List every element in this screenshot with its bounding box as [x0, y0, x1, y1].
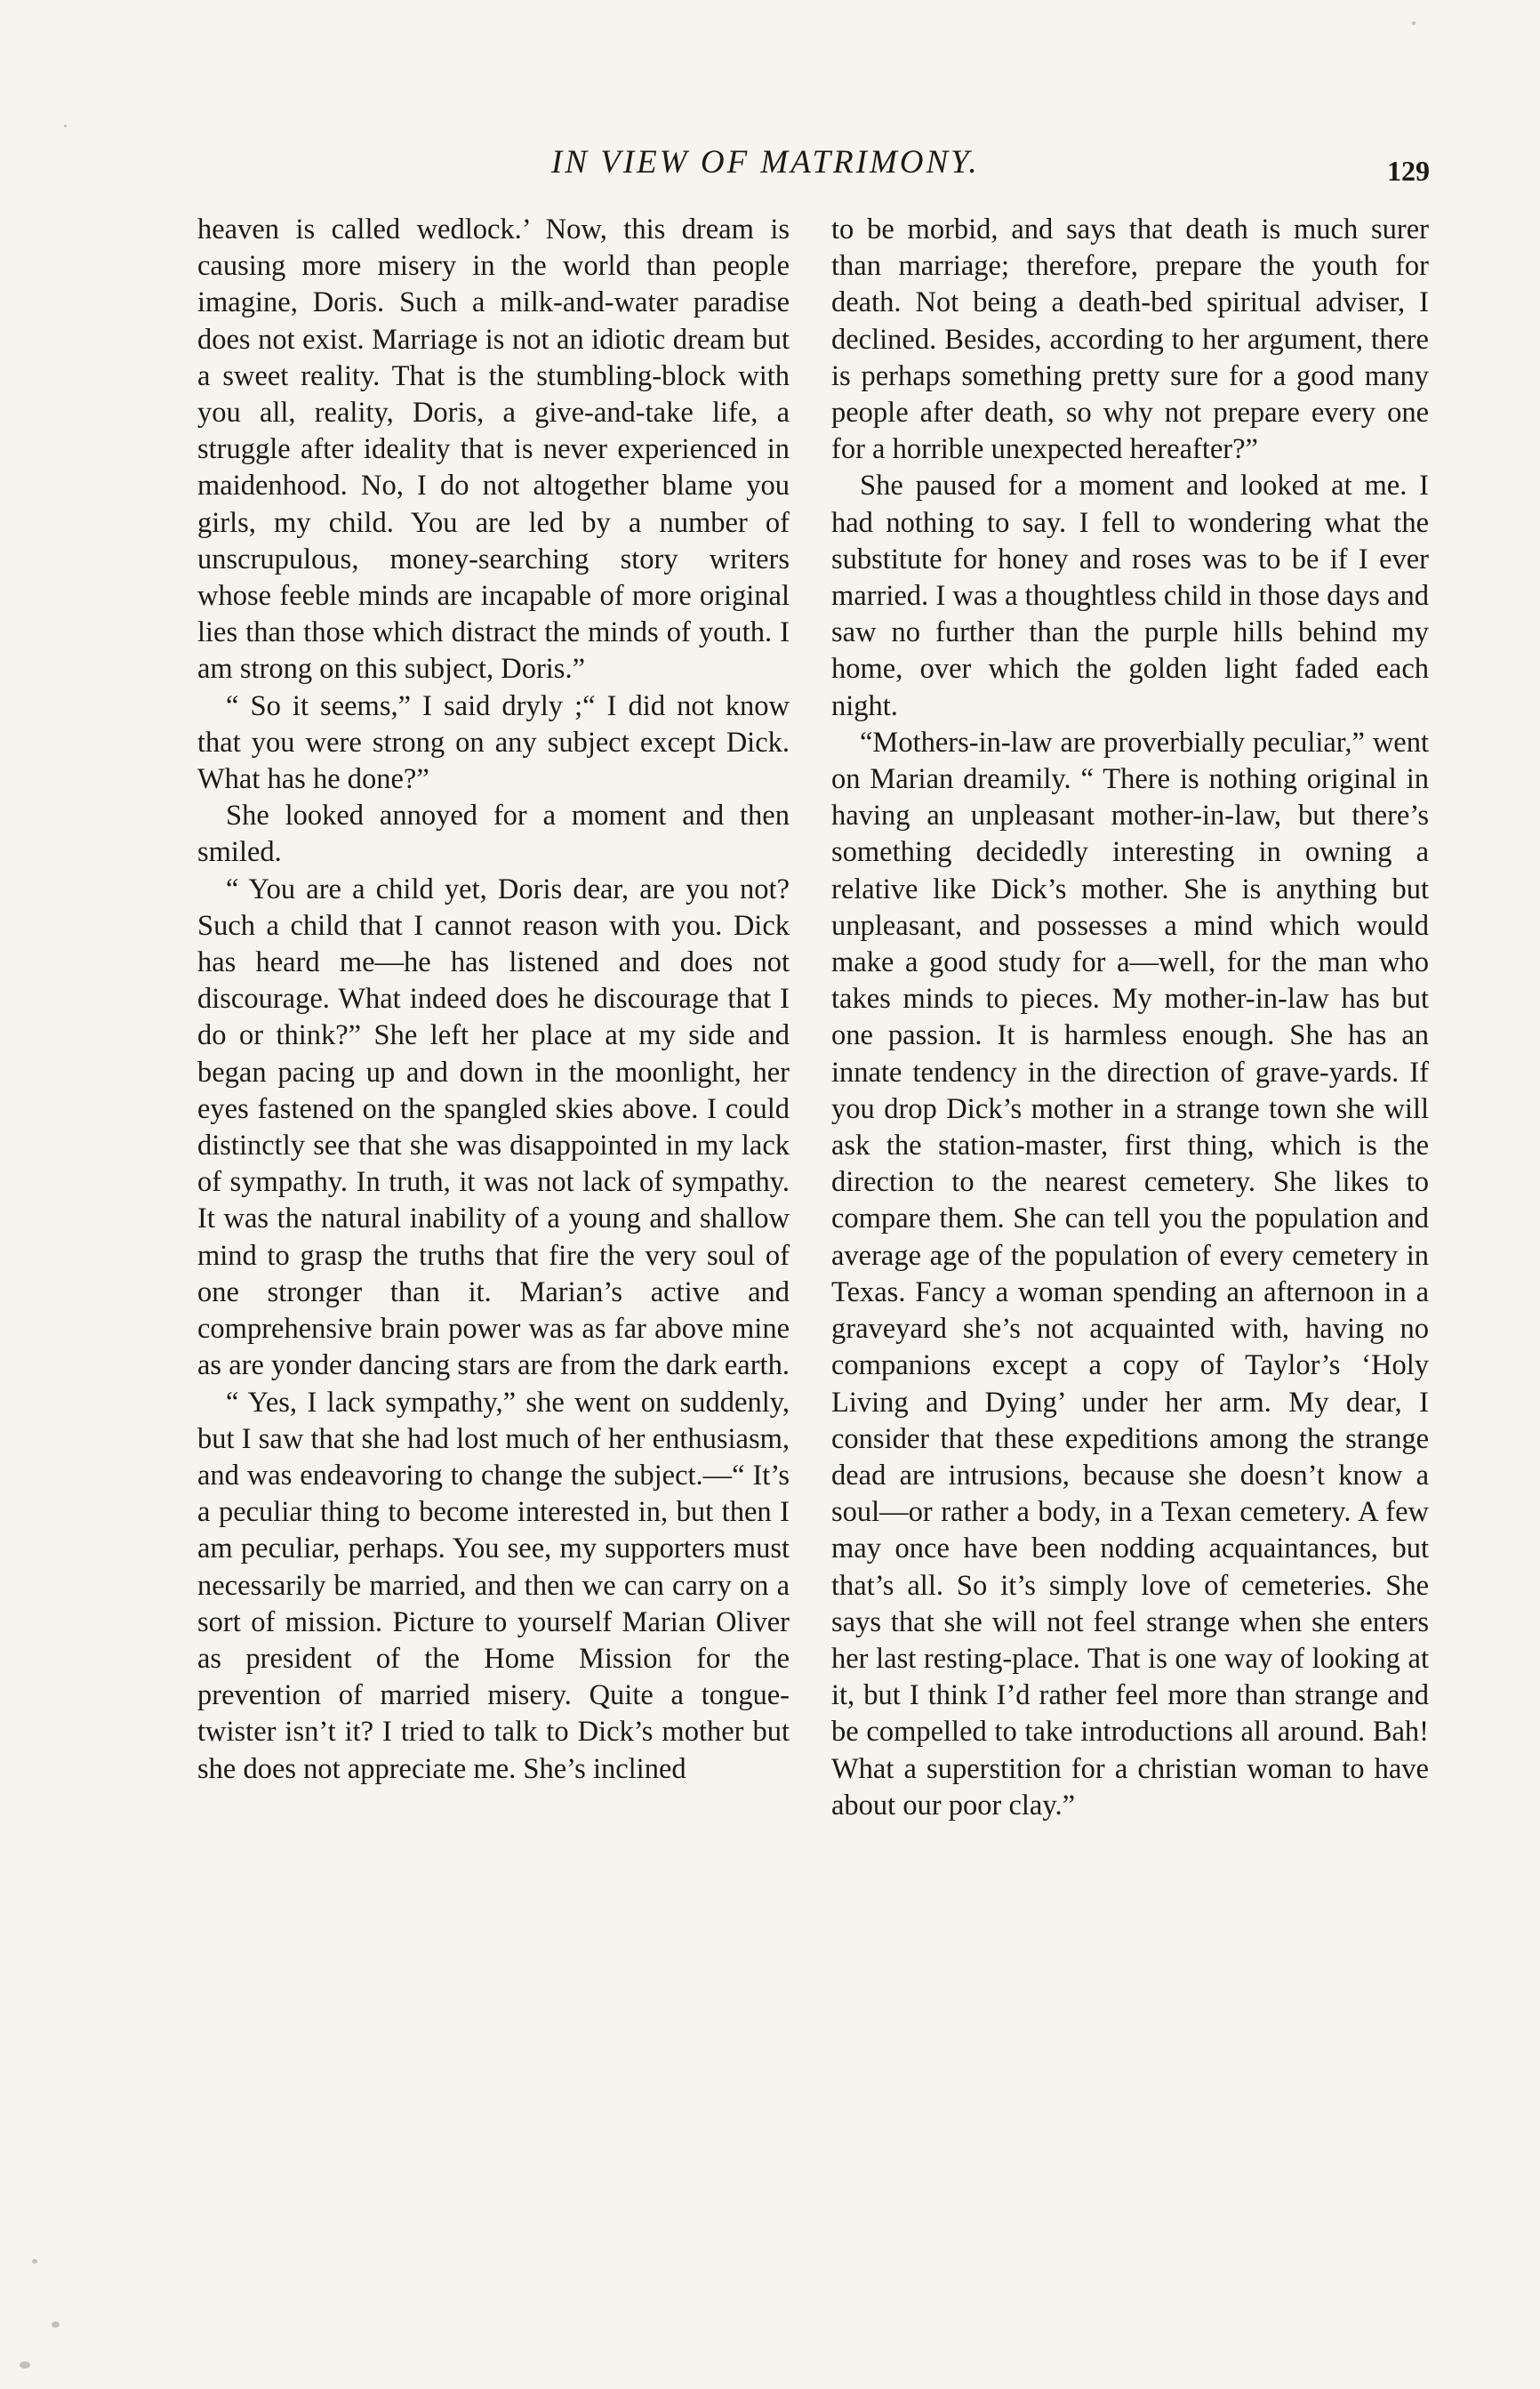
paper-speck	[32, 2259, 37, 2264]
left-paragraph-1: heaven is called wedlock.’ Now, this dream is causing more misery in the world than people imagine, Doris. Such a milk-and-water paradise does not exist. Marriage is not an idiotic dream but a sweet reality. That is the stumbling-block with you all, reality, Doris, a give-and-take life, a struggle after ideality that is never experienced in maidenhood. No, I do not altogether blame you girls, my child. You are led by a number of unscrupulous, money-searching story writers whose feeble minds are incapable of more original lies than those which distract the minds of youth. I am strong on this subject, Doris.”	[197, 213, 790, 686]
left-paragraph-5: “ Yes, I lack sympathy,” she went on suddenly, but I saw that she had lost much of her enthusiasm, and was endeavoring to change the subject.—“ It’s a peculiar thing to become interested in, but then I am peculiar, perhaps. You see, my supporters must necessarily be married, and then we can carry on a sort of mission. Picture to yourself Marian Oliver as president of the Home Mission for the prevention of married misery. Quite a tongue-twister isn’t it? I tried to talk to Dick’s mother but she does not appreciate me. She’s inclined	[197, 1386, 790, 1785]
running-head-title: IN VIEW OF MATRIMONY.	[551, 144, 980, 181]
paper-speck	[20, 2361, 30, 2369]
right-paragraph-1: to be morbid, and says that death is much surer than marriage; therefore, prepare the youth for death. Not being a death-bed spiritual adviser, I declined. Besides, according to her argument, there is perhaps something pretty sure for a good many people after death, so why not prepare every one for a horrible unexpected hereafter?”	[831, 213, 1429, 466]
paper-speck	[1412, 21, 1416, 25]
right-paragraph-3: “Mothers-in-law are proverbially peculiar,” went on Marian dreamily. “ There is nothing original in having an unpleasant mother-in-law, but there’s something decidedly interesting in owning a relative like Dick’s mother. She is anything but unpleasant, and possesses a mind which would make a good study for a—well, for the man who takes minds to pieces. My mother-in-law has but one passion. It is harmless enough. She has an innate tendency in the direction of grave-yards. If you drop Dick’s mother in a strange town she will ask the station-master, first thing, which is the direction to the nearest cemetery. She likes to compare them. She can tell you the population and average age of the population of every cemetery in Texas. Fancy a woman spending an afternoon in a graveyard she’s not acquainted with, having no companions except a copy of Taylor’s ‘Holy Living and Dying’ under her arm. My dear, I consider that these expeditions among the strange dead are intrusions, because she doesn’t know a soul—or rather a body, in a Texan cemetery. A few may once have been nodding acquaintances, but that’s all. So it’s simply love of cemeteries. She says that she will not feel strange when she enters her last resting-place. That is one way of looking at it, but I think I’d rather feel more than strange and be compelled to take introductions all around. Bah! What a superstition for a christian woman to have about our poor clay.”	[831, 726, 1429, 1822]
right-paragraph-2: She paused for a moment and looked at me. I had nothing to say. I fell to wondering what the substitute for honey and roses was to be if I ever married. I was a thoughtless child in those days and saw no further than the purple hills behind my home, over which the golden light faded each night.	[831, 470, 1429, 722]
paper-speck	[52, 2321, 60, 2328]
paper-speck	[64, 125, 67, 127]
left-paragraph-4: “ You are a child yet, Doris dear, are you not? Such a child that I cannot reason with you. Dick has heard me—he has listened and does not discourage. What indeed does he discourage that I do or think?” She left her place at my side and began pacing up and down in the moonlight, her eyes fastened on the spangled skies above. I could distinctly see that she was disappointed in my lack of sympathy. In truth, it was not lack of sympathy. It was the natural inability of a young and shallow mind to grasp the truths that fire the very soul of one stronger than it. Marian’s active and comprehensive brain power was as far above mine as are yonder dancing stars are from the dark earth.	[197, 873, 790, 1382]
left-paragraph-2: “ So it seems,” I said dryly ;“ I did not know that you were strong on any subject except Dick. What has he done?”	[197, 689, 790, 796]
left-paragraph-3: She looked annoyed for a moment and then smiled.	[197, 800, 790, 869]
left-column	[197, 212, 790, 1788]
page-number: 129	[1387, 155, 1430, 187]
right-column	[831, 212, 1429, 1824]
